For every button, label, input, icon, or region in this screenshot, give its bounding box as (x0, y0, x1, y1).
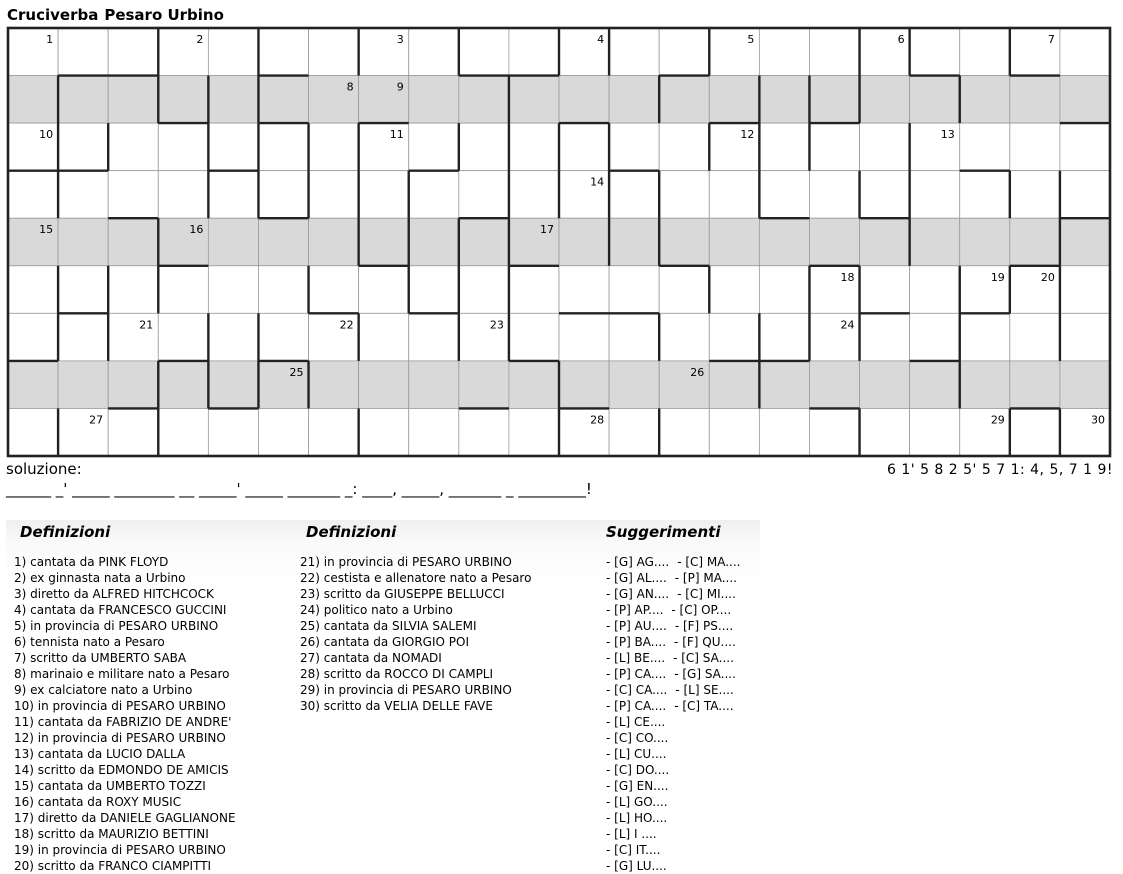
suggestion-item: - [C] DO.... (606, 763, 670, 777)
suggestion-row (606, 634, 741, 650)
grid-cell (809, 361, 859, 409)
grid-cell (359, 361, 409, 409)
solution-blanks: ______ _' _____ ________ __ _____' _____ _______ _: ____, _____, _______ _ _________! (6, 480, 592, 498)
grid-cell (108, 76, 158, 124)
definition-item: 22) cestista e allenatore nato a Pesaro (300, 571, 532, 585)
grid-cell (609, 408, 659, 456)
suggestion-item: - [L] GO.... (606, 795, 668, 809)
grid-cell (58, 313, 108, 361)
suggestion-item: - [C] IT.... (606, 843, 661, 857)
grid-cell (309, 361, 359, 409)
grid-cell (258, 123, 308, 171)
grid-cell (759, 171, 809, 219)
grid-cell (459, 171, 509, 219)
suggestion-row (606, 682, 741, 698)
clue-number: 15 (39, 223, 54, 237)
definition-item: 24) politico nato a Urbino (300, 603, 453, 617)
grid-cell (1060, 76, 1110, 124)
grid-cell (1010, 218, 1060, 266)
grid-cell (309, 408, 359, 456)
suggestion-item: - [L] CU.... (606, 747, 667, 761)
grid-cell (960, 361, 1010, 409)
grid-cell (860, 171, 910, 219)
suggestion-row (606, 778, 741, 794)
title-city: Pesaro Urbino (104, 6, 224, 24)
clue-number: 3 (396, 33, 404, 46)
grid-cell (860, 361, 910, 409)
grid-cell (1010, 76, 1060, 124)
clue-number: 16 (189, 223, 204, 237)
suggestion-item: - [G] SA.... (674, 667, 736, 681)
grid-cell (559, 76, 609, 124)
grid-cell (1060, 361, 1110, 409)
grid-cell (108, 218, 158, 266)
definition-item: 8) marinaio e militare nato a Pesaro (14, 667, 230, 681)
grid-cell (609, 266, 659, 314)
grid-cell (910, 218, 960, 266)
suggestion-row (606, 586, 741, 602)
grid-cell (910, 313, 960, 361)
definition-item: 3) diretto da ALFRED HITCHCOCK (14, 587, 214, 601)
suggestion-row (606, 570, 741, 586)
grid-cell (208, 123, 258, 171)
suggestion-item: - [L] SE.... (675, 683, 734, 697)
definition-item: 11) cantata da FABRIZIO DE ANDRE' (14, 715, 232, 729)
suggestions-list (606, 554, 741, 874)
definition-item: 5) in provincia di PESARO URBINO (14, 619, 219, 633)
clue-number: 4 (597, 33, 605, 46)
grid-cell (809, 171, 859, 219)
clue-number: 19 (990, 270, 1005, 284)
grid-cell (659, 408, 709, 456)
definition-item: 20) scritto da FRANCO CIAMPITTI (14, 859, 212, 873)
grid-cell (860, 313, 910, 361)
definition-item: 18) scritto da MAURIZIO BETTINI (14, 827, 209, 841)
grid-cell (459, 408, 509, 456)
grid-cell (459, 76, 509, 124)
grid-cell (58, 218, 108, 266)
grid-cell (509, 76, 559, 124)
grid-cell (709, 171, 759, 219)
grid-cell (1010, 313, 1060, 361)
grid-cell (860, 123, 910, 171)
grid-cell (860, 76, 910, 124)
grid-cell (709, 361, 759, 409)
suggestion-item: - [P] AU.... (606, 619, 667, 633)
suggestion-item: - [L] I .... (606, 827, 657, 841)
grid-cell (208, 218, 258, 266)
grid-cell (860, 266, 910, 314)
grid-cell (409, 313, 459, 361)
grid-cell (208, 266, 258, 314)
suggestion-row (606, 794, 741, 810)
grid-cell (459, 123, 509, 171)
clue-number: 6 (897, 33, 905, 46)
definition-item: 15) cantata da UMBERTO TOZZI (14, 779, 206, 793)
grid-cell (8, 76, 58, 124)
clue-number: 8 (346, 80, 354, 94)
suggestion-row (606, 666, 741, 682)
grid-cell (509, 171, 559, 219)
grid-cell (108, 171, 158, 219)
suggestion-item: - [P] AP.... (606, 603, 664, 617)
grid-cell (359, 218, 409, 266)
grid-cell (158, 361, 208, 409)
grid-cell (509, 361, 559, 409)
suggestion-row (606, 698, 741, 714)
suggestion-row (606, 826, 741, 842)
grid-cell (559, 266, 609, 314)
clue-number: 25 (289, 365, 304, 379)
grid-cell (208, 76, 258, 124)
clue-number: 11 (389, 128, 404, 142)
grid-cell (1010, 361, 1060, 409)
clue-number: 27 (89, 413, 104, 427)
grid-cell (960, 218, 1010, 266)
suggestion-item: - [G] AN.... (606, 587, 670, 601)
suggestion-item: - [G] AL.... (606, 571, 667, 585)
solution-label: soluzione: (6, 460, 82, 478)
definition-item: 10) in provincia di PESARO URBINO (14, 699, 226, 713)
definition-item: 26) cantata da GIORGIO POI (300, 635, 469, 649)
grid-cell (158, 266, 208, 314)
grid-cell (809, 76, 859, 124)
definition-item: 23) scritto da GIUSEPPE BELLUCCI (300, 587, 505, 601)
grid-cell (609, 218, 659, 266)
clue-number: 26 (690, 365, 705, 379)
grid-cell (459, 28, 509, 76)
grid-cell (960, 28, 1010, 76)
grid-cell (158, 408, 208, 456)
grid-cell (1060, 218, 1110, 266)
grid-cell (409, 266, 459, 314)
clue-number: 1 (46, 33, 54, 46)
grid-cell (1060, 28, 1110, 76)
definition-item: 7) scritto da UMBERTO SABA (14, 651, 187, 665)
grid-cell (860, 408, 910, 456)
grid-cell (759, 361, 809, 409)
grid-cell (8, 313, 58, 361)
grid-cell (559, 123, 609, 171)
clue-number: 12 (740, 128, 755, 142)
grid-cell (509, 408, 559, 456)
grid-cell (1060, 313, 1110, 361)
definition-item: 1) cantata da PINK FLOYD (14, 555, 169, 569)
grid-cell (208, 171, 258, 219)
definitions-list-left (14, 554, 236, 874)
grid-cell (108, 266, 158, 314)
grid-cell (58, 171, 108, 219)
grid-cell (58, 123, 108, 171)
grid-cell (258, 218, 308, 266)
grid-cell (809, 218, 859, 266)
clue-number: 23 (489, 318, 504, 332)
grid-cell (8, 266, 58, 314)
definitions-header: Definizioni (306, 523, 397, 541)
grid-cell (509, 313, 559, 361)
grid-cell (809, 123, 859, 171)
suggestion-item: - [C] MI.... (677, 587, 736, 601)
grid-cell (409, 28, 459, 76)
clue-number: 9 (396, 80, 404, 94)
grid-cell (258, 28, 308, 76)
suggestion-row (606, 554, 741, 570)
grid-cell (910, 408, 960, 456)
grid-cell (258, 313, 308, 361)
clue-number: 14 (590, 175, 605, 189)
grid-cell (108, 408, 158, 456)
grid-cell (158, 123, 208, 171)
grid-cell (1010, 408, 1060, 456)
grid-cell (609, 76, 659, 124)
grid-cell (258, 408, 308, 456)
suggestion-row (606, 714, 741, 730)
clue-number: 29 (990, 413, 1005, 427)
grid-cell (1010, 171, 1060, 219)
definition-item: 14) scritto da EDMONDO DE AMICIS (14, 763, 229, 777)
grid-cell (359, 266, 409, 314)
grid-cell (759, 28, 809, 76)
definition-item: 6) tennista nato a Pesaro (14, 635, 165, 649)
clue-number: 28 (590, 413, 605, 427)
suggestion-item: - [P] BA.... (606, 635, 667, 649)
grid-cell (258, 171, 308, 219)
grid-cell (1060, 266, 1110, 314)
grid-cell (459, 361, 509, 409)
grid-cell (108, 123, 158, 171)
definition-item: 17) diretto da DANIELE GAGLIANONE (14, 811, 236, 825)
grid-cell (1060, 123, 1110, 171)
grid-cell (759, 76, 809, 124)
suggestion-item: - [F] PS.... (674, 619, 734, 633)
grid-cell (609, 123, 659, 171)
definition-item: 2) ex ginnasta nata a Urbino (14, 571, 186, 585)
grid-cell (960, 313, 1010, 361)
grid-cell (58, 76, 108, 124)
definition-item: 29) in provincia di PESARO URBINO (300, 683, 512, 697)
suggestion-item: - [C] CA.... (606, 683, 668, 697)
suggestion-item: - [L] BE.... (606, 651, 666, 665)
suggestion-row (606, 746, 741, 762)
suggestions-header: Suggerimenti (606, 523, 721, 541)
grid-cell (58, 28, 108, 76)
grid-cell (910, 361, 960, 409)
definition-item: 13) cantata da LUCIO DALLA (14, 747, 186, 761)
grid-cell (910, 28, 960, 76)
suggestion-row (606, 858, 741, 874)
suggestion-row (606, 762, 741, 778)
grid-cell (158, 76, 208, 124)
definition-item: 12) in provincia di PESARO URBINO (14, 731, 226, 745)
suggestion-row (606, 602, 741, 618)
grid-cell (409, 218, 459, 266)
grid-cell (58, 266, 108, 314)
grid-cell (108, 28, 158, 76)
grid-cell (659, 123, 709, 171)
grid-cell (759, 266, 809, 314)
grid-cell (409, 408, 459, 456)
grid-cell (8, 171, 58, 219)
grid-cell (809, 28, 859, 76)
definition-item: 21) in provincia di PESARO URBINO (300, 555, 512, 569)
suggestion-item: - [P] CA.... (606, 699, 667, 713)
grid-cell (860, 218, 910, 266)
grid-cell (709, 313, 759, 361)
grid-cell (759, 123, 809, 171)
clue-number: 30 (1091, 413, 1105, 427)
suggestions-column (606, 520, 741, 874)
suggestion-row (606, 810, 741, 826)
grid-cell (659, 28, 709, 76)
grid-cell (409, 171, 459, 219)
grid-cell (659, 313, 709, 361)
grid-cell (258, 266, 308, 314)
suggestion-item: - [C] SA.... (673, 651, 734, 665)
definition-item: 27) cantata da NOMADI (300, 651, 442, 665)
clue-number: 10 (39, 128, 54, 142)
suggestion-item: - [P] MA.... (674, 571, 737, 585)
definitions-header: Definizioni (20, 523, 111, 541)
suggestion-row (606, 842, 741, 858)
suggestion-item: - [C] MA.... (677, 555, 741, 569)
definition-item: 28) scritto da ROCCO DI CAMPLI (300, 667, 494, 681)
definition-item: 9) ex calciatore nato a Urbino (14, 683, 193, 697)
grid-cell (459, 266, 509, 314)
definition-item: 30) scritto da VELIA DELLE FAVE (300, 699, 493, 713)
grid-cell (709, 218, 759, 266)
grid-cell (208, 313, 258, 361)
grid-cell (960, 171, 1010, 219)
grid-cell (1010, 123, 1060, 171)
definition-item: 25) cantata da SILVIA SALEMI (300, 619, 477, 633)
suggestion-item: - [C] CO.... (606, 731, 669, 745)
grid-cell (910, 171, 960, 219)
definitions-list-right (300, 554, 531, 714)
grid-cell (509, 266, 559, 314)
grid-cell (659, 76, 709, 124)
grid-cell (509, 28, 559, 76)
grid-cell (559, 218, 609, 266)
suggestion-row (606, 618, 741, 634)
definition-item: 16) cantata da ROXY MUSIC (14, 795, 182, 809)
clue-number: 17 (540, 223, 554, 237)
definitions-column-right (300, 520, 531, 714)
clue-number: 7 (1047, 33, 1055, 46)
definition-item: 19) in provincia di PESARO URBINO (14, 843, 226, 857)
suggestion-item: - [C] OP.... (671, 603, 732, 617)
definitions-column-left (14, 520, 236, 874)
grid-cell (960, 76, 1010, 124)
grid-cell (809, 408, 859, 456)
clue-number: 5 (747, 33, 755, 46)
grid-cell (409, 76, 459, 124)
grid-cell (609, 361, 659, 409)
title-prefix: Cruciverba (7, 6, 99, 24)
grid-cell (359, 408, 409, 456)
suggestion-item: - [C] TA.... (674, 699, 734, 713)
grid-cell (409, 361, 459, 409)
grid-cell (208, 28, 258, 76)
grid-cell (309, 266, 359, 314)
grid-cell (659, 266, 709, 314)
suggestion-item: - [G] AG.... (606, 555, 670, 569)
grid-cell (208, 408, 258, 456)
grid-cell (58, 361, 108, 409)
clue-number: 21 (139, 318, 154, 332)
grid-cell (309, 28, 359, 76)
suggestion-item: - [G] EN.... (606, 779, 669, 793)
suggestion-item: - [L] HO.... (606, 811, 668, 825)
grid-cell (509, 123, 559, 171)
grid-cell (960, 123, 1010, 171)
grid-cell (359, 313, 409, 361)
grid-cell (309, 123, 359, 171)
grid-cell (8, 361, 58, 409)
grid-cell (409, 123, 459, 171)
grid-cell (910, 266, 960, 314)
suggestion-item: - [G] LU.... (606, 859, 667, 873)
clues-panel (6, 520, 760, 874)
clue-number: 13 (940, 128, 955, 142)
grid-cell (910, 76, 960, 124)
grid-cell (709, 408, 759, 456)
clue-number: 22 (339, 318, 354, 332)
grid-cell (659, 218, 709, 266)
grid-cell (559, 361, 609, 409)
suggestion-item: - [P] CA.... (606, 667, 667, 681)
grid-cell (709, 76, 759, 124)
grid-cell (1060, 171, 1110, 219)
grid-cell (559, 313, 609, 361)
suggestion-row (606, 650, 741, 666)
grid-cell (309, 218, 359, 266)
grid-cell (659, 171, 709, 219)
suggestion-item: - [F] QU.... (674, 635, 736, 649)
solution-code: 6 1' 5 8 2 5' 5 7 1: 4, 5, 7 1 9! (887, 462, 1113, 478)
grid-cell (759, 313, 809, 361)
clue-number: 18 (840, 270, 855, 284)
definition-item: 4) cantata da FRANCESCO GUCCINI (14, 603, 227, 617)
clue-number: 24 (840, 318, 855, 332)
grid-cell (8, 408, 58, 456)
grid-cell (609, 28, 659, 76)
grid-cell (759, 408, 809, 456)
grid-cell (158, 313, 208, 361)
grid-cell (609, 171, 659, 219)
grid-cell (258, 76, 308, 124)
suggestion-row (606, 730, 741, 746)
grid-cell (108, 361, 158, 409)
grid-cell (158, 171, 208, 219)
grid-cell (359, 171, 409, 219)
grid-cell (208, 361, 258, 409)
grid-cell (309, 171, 359, 219)
grid-cell (759, 218, 809, 266)
grid-cell (609, 313, 659, 361)
suggestion-item: - [L] CE.... (606, 715, 666, 729)
clue-number: 20 (1040, 270, 1055, 284)
grid-cell (709, 266, 759, 314)
grid-cell (459, 218, 509, 266)
clue-number: 2 (196, 33, 204, 46)
